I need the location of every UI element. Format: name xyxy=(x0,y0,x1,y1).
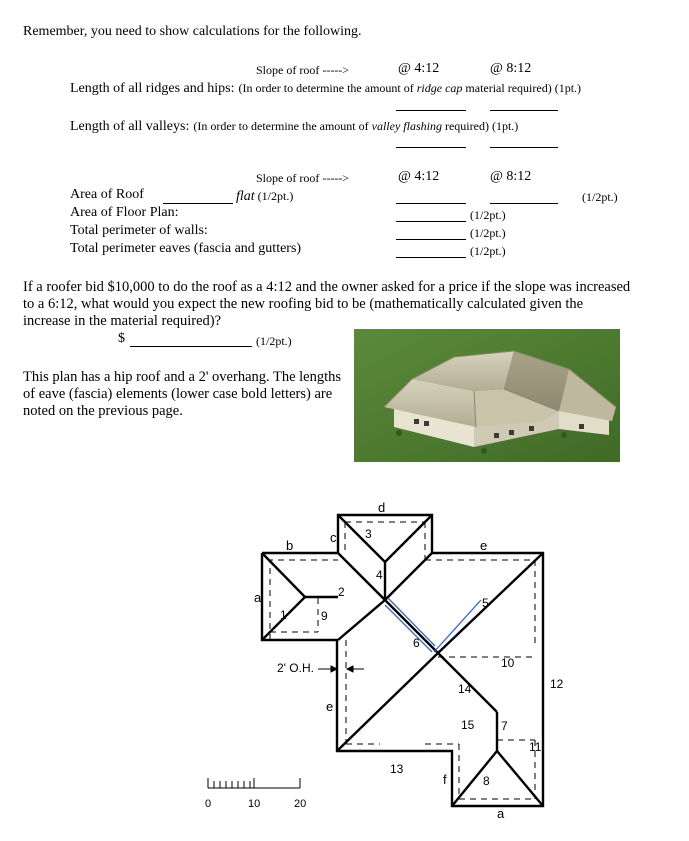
label-e-mid: e xyxy=(326,699,334,714)
overhang-label: 2' O.H. xyxy=(277,661,314,675)
label-a-bottom: a xyxy=(497,806,505,821)
valleys-answer-4-12[interactable] xyxy=(396,147,466,148)
perim-walls-points: (1/2pt.) xyxy=(470,226,506,240)
num-8: 8 xyxy=(483,774,490,788)
scale-bar xyxy=(208,778,300,788)
num-9: 9 xyxy=(321,609,328,623)
num-14: 14 xyxy=(458,682,472,696)
perim-eaves-answer[interactable] xyxy=(396,257,466,258)
num-3: 3 xyxy=(365,527,372,541)
valleys-answer-8-12[interactable] xyxy=(490,147,558,148)
num-6: 6 xyxy=(413,636,420,650)
area-floor-label: Area of Floor Plan: xyxy=(70,205,179,220)
valleys-note: (In order to determine the amount of valley flashing required) (1pt.) xyxy=(193,119,519,133)
slope-label-2: Slope of roof -----> xyxy=(256,171,350,185)
area-floor-points: (1/2pt.) xyxy=(470,208,506,222)
ridges-answer-8-12[interactable] xyxy=(490,110,558,111)
valleys-label: Length of all valleys: xyxy=(70,119,190,134)
label-e-top: e xyxy=(480,538,488,553)
scale-tick-10: 10 xyxy=(248,798,261,810)
roofer-bid-question: If a roofer bid $10,000 to do the roof as a 4:12 and the owner asked for a price if the slope was increased to a 6:12, what would you expect the new roofing bid to be (mathematically calculated given the increase in the material required)? xyxy=(23,279,631,329)
instruction-text: Remember, you need to show calculations for the following. xyxy=(23,24,362,39)
slope-8-12: @ 8:12 xyxy=(490,61,532,76)
num-2: 2 xyxy=(338,585,345,599)
new-bid-points: (1/2pt.) xyxy=(256,334,292,348)
num-13: 13 xyxy=(390,762,404,776)
num-5: 5 xyxy=(482,596,489,610)
dollar-sign: $ xyxy=(118,331,125,346)
slope-4-12-2: @ 4:12 xyxy=(398,169,440,184)
label-f: f xyxy=(443,772,447,787)
flat-note: flat (1/2pt.) xyxy=(236,189,294,204)
slope-4-12: @ 4:12 xyxy=(398,61,440,76)
area-roof-points: (1/2pt.) xyxy=(582,190,618,204)
num-15: 15 xyxy=(461,718,475,732)
scale-tick-0: 0 xyxy=(205,798,212,810)
num-10: 10 xyxy=(501,656,515,670)
area-roof-8-12-answer[interactable] xyxy=(490,203,558,204)
area-roof-flat-answer[interactable] xyxy=(163,203,233,204)
num-7: 7 xyxy=(501,719,508,733)
area-floor-answer[interactable] xyxy=(396,221,466,222)
perim-walls-answer[interactable] xyxy=(396,239,466,240)
perim-walls-label: Total perimeter of walls: xyxy=(70,223,208,238)
valleys-row xyxy=(70,117,518,135)
slope-label: Slope of roof -----> xyxy=(256,63,350,77)
slope-8-12-2: @ 8:12 xyxy=(490,169,532,184)
num-4: 4 xyxy=(376,568,383,582)
label-b: b xyxy=(286,538,294,553)
area-roof-label: Area of Roof xyxy=(70,187,144,202)
plan-note: This plan has a hip roof and a 2' overhang. The lengths of eave (fascia) elements (lower case bold letters) are noted on the previous page. xyxy=(23,369,342,419)
label-a-left: a xyxy=(254,590,262,605)
ridges-note: (In order to determine the amount of ridge cap material required) (1pt.) xyxy=(238,81,582,95)
num-11: 11 xyxy=(529,740,542,754)
num-1: 1 xyxy=(280,608,287,622)
ridges-row xyxy=(70,79,581,97)
label-d: d xyxy=(378,500,386,515)
label-c: c xyxy=(330,530,337,545)
scale-tick-20: 20 xyxy=(294,798,307,810)
ridges-label: Length of all ridges and hips: xyxy=(70,81,235,96)
new-bid-answer[interactable] xyxy=(130,346,252,347)
area-roof-4-12-answer[interactable] xyxy=(396,203,466,204)
num-12: 12 xyxy=(550,677,564,691)
perim-eaves-points: (1/2pt.) xyxy=(470,244,506,258)
ridges-answer-4-12[interactable] xyxy=(396,110,466,111)
roof-plan-diagram xyxy=(180,490,600,835)
house-3d-rendering xyxy=(354,329,620,462)
overhang-arrows xyxy=(318,666,364,672)
perim-eaves-label: Total perimeter eaves (fascia and gutters) xyxy=(70,241,302,256)
